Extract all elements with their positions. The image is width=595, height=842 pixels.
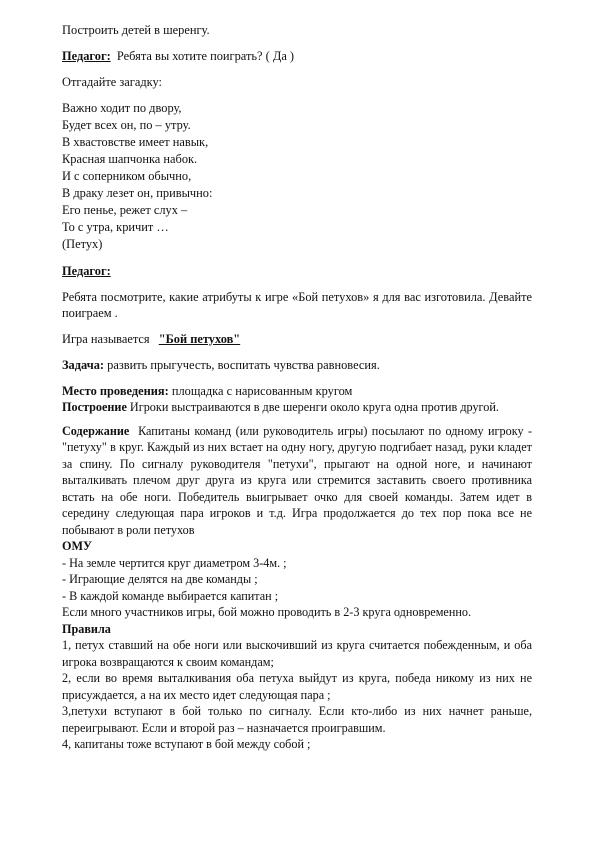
lower-section xyxy=(62,399,532,753)
teacher-label: Педагог: xyxy=(62,49,111,63)
rule-item: 4, капитаны тоже вступают в бой между собой ; xyxy=(62,737,311,751)
setup-label: Построение xyxy=(62,400,127,414)
poem-line: Будет всех он, по – утру. xyxy=(62,118,191,132)
rule-item: 3,петухи вступают в бой только по сигналу. Если кто-либо из них начнет раньше, переигрывают. Если и второй раз – назначается проигравшим. xyxy=(62,704,532,735)
teacher-question: Ребята вы хотите поиграть? ( Да ) xyxy=(116,49,295,63)
teacher-line-2 xyxy=(62,263,532,279)
rule-item: 1, петух ставший на обе ноги или выскочивший из круга считается побежденным, и оба игрока возвращаются к своим командам; xyxy=(62,638,532,669)
rules-title: Правила xyxy=(62,621,111,636)
task-label: Задача: xyxy=(62,358,105,372)
omu-item: - В каждой команде выбирается капитан ; xyxy=(62,588,279,603)
poem-line: В драку лезет он, привычно: xyxy=(62,186,213,200)
game-title-prefix: Игра называется xyxy=(62,332,150,346)
poem-line: Красная шапчонка набок. xyxy=(62,152,198,166)
teacher-speech: Ребята посмотрите, какие атрибуты к игре «Бой петухов» я для вас изготовила. Девайте поиграем . xyxy=(62,290,532,320)
omu-title: ОМУ xyxy=(62,539,92,553)
teacher-line-1 xyxy=(62,48,532,64)
place-line xyxy=(62,383,532,399)
riddle-prompt: Отгадайте загадку: xyxy=(62,75,162,89)
riddle-poem xyxy=(62,100,532,253)
content-text: Капитаны команд (или руководитель игры) посылают по одному игроку - "петуху" в круг. Каждый из них встает на одну ногу, другую подгибает назад, руки кладет за спину. По сигналу руководителя "петухи", прыгают на одной ноге, и начинают выталкивать плечом друг друга из круга или стремится заставить своего противника встать на обе ноги. Победитель выигрывает очко для своей команды. Затем идет в середину следующая пара игроков и т.д. Игра продолжается до тех пор пока все не побывают в роли петухов xyxy=(62,423,533,537)
document-page xyxy=(62,22,532,753)
omu-item: - Играющие делятся на две команды ; xyxy=(62,572,258,586)
content-label: Содержание xyxy=(62,423,130,438)
teacher-label: Педагог: xyxy=(62,264,111,278)
poem-line: Его пенье, режет слух – xyxy=(62,203,188,217)
poem-line: Важно ходит по двору, xyxy=(62,101,182,115)
poem-line: И с соперником обычно, xyxy=(62,169,192,183)
rule-item: 2, если во время выталкивания оба петуха выйдут из круга, победа никому из них не присуждается, а на их место идет следующая пара ; xyxy=(62,671,532,702)
game-title: "Бой петухов" xyxy=(158,332,241,346)
omu-note: Если много участников игры, бой можно проводить в 2-3 круга одновременно. xyxy=(62,605,472,619)
poem-answer: (Петух) xyxy=(62,237,103,251)
place-label: Место проведения: xyxy=(62,384,169,398)
poem-line: То с утра, кричит … xyxy=(62,220,169,234)
omu-item: - На земле чертится круг диаметром 3-4м. ; xyxy=(62,555,287,570)
content-paragraph xyxy=(62,423,532,539)
game-title-line xyxy=(62,331,532,347)
poem-line: В хвастовстве имеет навык, xyxy=(62,135,209,149)
task-line xyxy=(62,357,532,373)
place-text: площадка с нарисованным кругом xyxy=(171,384,353,398)
task-text: развить прыгучесть, воспитать чувства равновесия. xyxy=(107,358,380,372)
setup-line xyxy=(62,399,532,416)
intro-line: Построить детей в шеренгу. xyxy=(62,23,210,37)
setup-text: Игроки выстраиваются в две шеренги около круга одна против другой. xyxy=(129,400,499,414)
